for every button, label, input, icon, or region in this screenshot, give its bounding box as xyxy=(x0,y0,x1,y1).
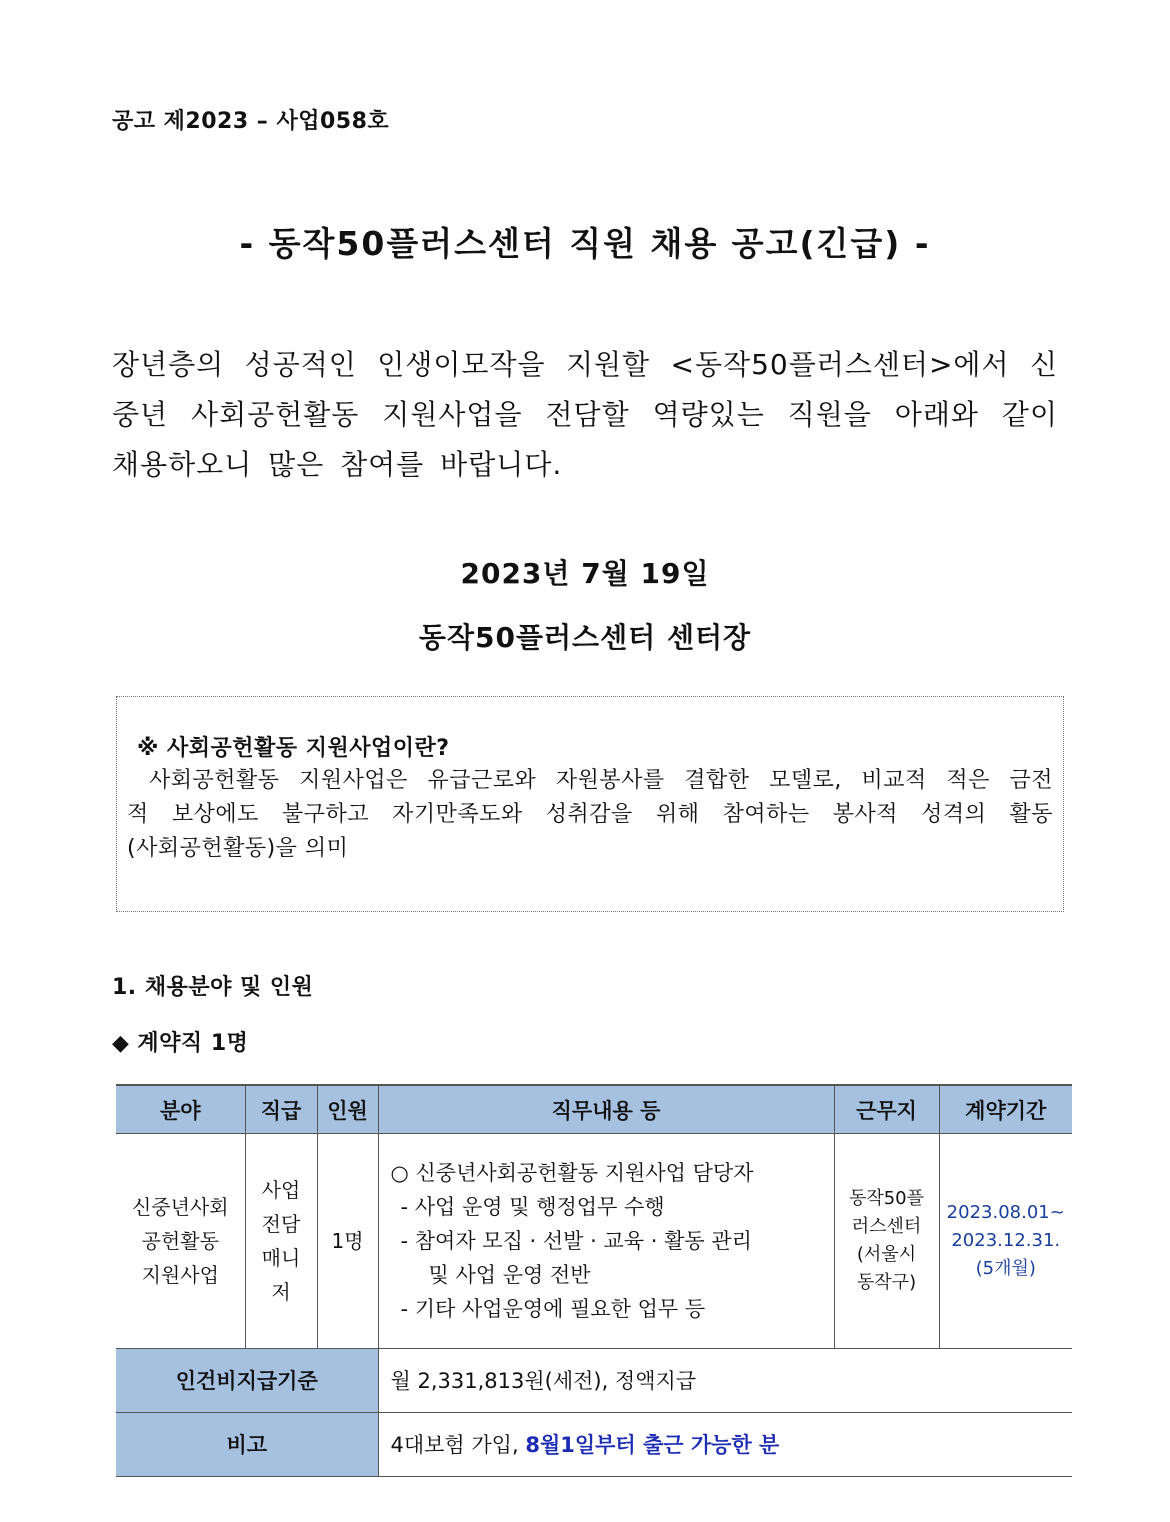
cell-line: 러스센터 xyxy=(851,1216,922,1237)
section-heading: 1. 채용분야 및 인원 xyxy=(112,975,314,1000)
cell-line: (서울시 xyxy=(856,1244,917,1265)
info-box-line: (사회공헌활동)을 의미 xyxy=(127,836,349,861)
pay-value: 월 2,331,813원(세전), 정액지급 xyxy=(378,1349,1072,1413)
issue-date: 2023년 7월 19일 xyxy=(460,557,710,590)
cell-period xyxy=(939,1134,1072,1349)
intro-line: 장년층의 성공적인 인생이모작을 지원할 <동작50플러스센터>에서 신 xyxy=(112,348,1058,381)
section-subheading xyxy=(112,1026,248,1057)
duty-line: - 기타 사업운영에 필요한 업무 등 xyxy=(400,1297,706,1321)
page-title: - 동작50플러스센터 직원 채용 공고(긴급) - xyxy=(239,224,931,263)
duty-line: ○ 신중년사회공헌활동 지원사업 담당자 xyxy=(390,1161,754,1185)
info-box-line: 사회공헌활동 지원사업은 유급근로와 자원봉사를 결합한 모델로, 비교적 적은 금전 xyxy=(149,768,1053,793)
cell-line: 신중년사회 xyxy=(131,1195,229,1219)
table-row-pay xyxy=(116,1349,1072,1413)
diamond-bullet-icon: ◆ xyxy=(112,1031,130,1056)
intro-line: 채용하오니 많은 참여를 바랍니다. xyxy=(112,448,563,481)
info-box-line: 적 보상에도 불구하고 자기만족도와 성취감을 위해 참여하는 봉사적 성격의 활동 xyxy=(127,802,1053,827)
table-header-row xyxy=(116,1085,1072,1134)
table-row-note xyxy=(116,1413,1072,1477)
pay-label: 인건비지급기준 xyxy=(116,1349,378,1413)
note-highlight-text: 8월1일부터 출근 가능한 분 xyxy=(525,1432,780,1457)
duty-line: - 참여자 모집 · 선발 · 교육 · 활동 관리 xyxy=(400,1229,752,1253)
note-value xyxy=(378,1413,1072,1477)
intro-line: 중년 사회공헌활동 지원사업을 전담할 역량있는 직원을 아래와 같이 xyxy=(112,398,1058,431)
cell-line: 공헌활동 xyxy=(141,1229,219,1253)
col-header-count: 인원 xyxy=(317,1085,378,1134)
info-box-body xyxy=(127,764,1053,866)
col-header-location: 근무지 xyxy=(834,1085,939,1134)
cell-count: 1명 xyxy=(317,1134,378,1349)
cell-rank xyxy=(245,1134,317,1349)
cell-duties xyxy=(378,1134,834,1349)
cell-line: 2023.08.01~ xyxy=(946,1202,1065,1223)
cell-field xyxy=(116,1134,245,1349)
note-label: 비고 xyxy=(116,1413,378,1477)
recruitment-table xyxy=(116,1084,1072,1477)
subheading-text: 계약직 1명 xyxy=(137,1031,249,1056)
info-box xyxy=(116,696,1064,912)
duty-line: 및 사업 운영 전반 xyxy=(428,1263,591,1287)
cell-line: 전담 xyxy=(261,1212,301,1236)
notice-number: 공고 제2023 – 사업058호 xyxy=(112,109,390,134)
cell-line: 매니 xyxy=(261,1246,301,1270)
cell-line: 저 xyxy=(271,1280,291,1304)
col-header-period: 계약기간 xyxy=(939,1085,1072,1134)
col-header-duties: 직무내용 등 xyxy=(378,1085,834,1134)
cell-line: (5개월) xyxy=(975,1258,1036,1279)
issuer-signature-line: 동작50플러스센터 센터장 xyxy=(418,621,752,654)
col-header-rank: 직급 xyxy=(245,1085,317,1134)
info-box-question: ※ 사회공헌활동 지원사업이란? xyxy=(137,736,450,761)
table-row xyxy=(116,1134,1072,1349)
cell-line: 동작구) xyxy=(856,1272,917,1293)
col-header-field: 분야 xyxy=(116,1085,245,1134)
cell-line: 2023.12.31. xyxy=(951,1230,1061,1251)
cell-line: 지원사업 xyxy=(141,1263,219,1287)
duty-line: - 사업 운영 및 행정업무 수행 xyxy=(400,1195,665,1219)
intro-paragraph xyxy=(112,340,1058,490)
cell-line: 사업 xyxy=(261,1178,301,1202)
note-plain-text: 4대보험 가입, xyxy=(390,1432,526,1457)
cell-line: 동작50플 xyxy=(848,1188,925,1209)
cell-location xyxy=(834,1134,939,1349)
